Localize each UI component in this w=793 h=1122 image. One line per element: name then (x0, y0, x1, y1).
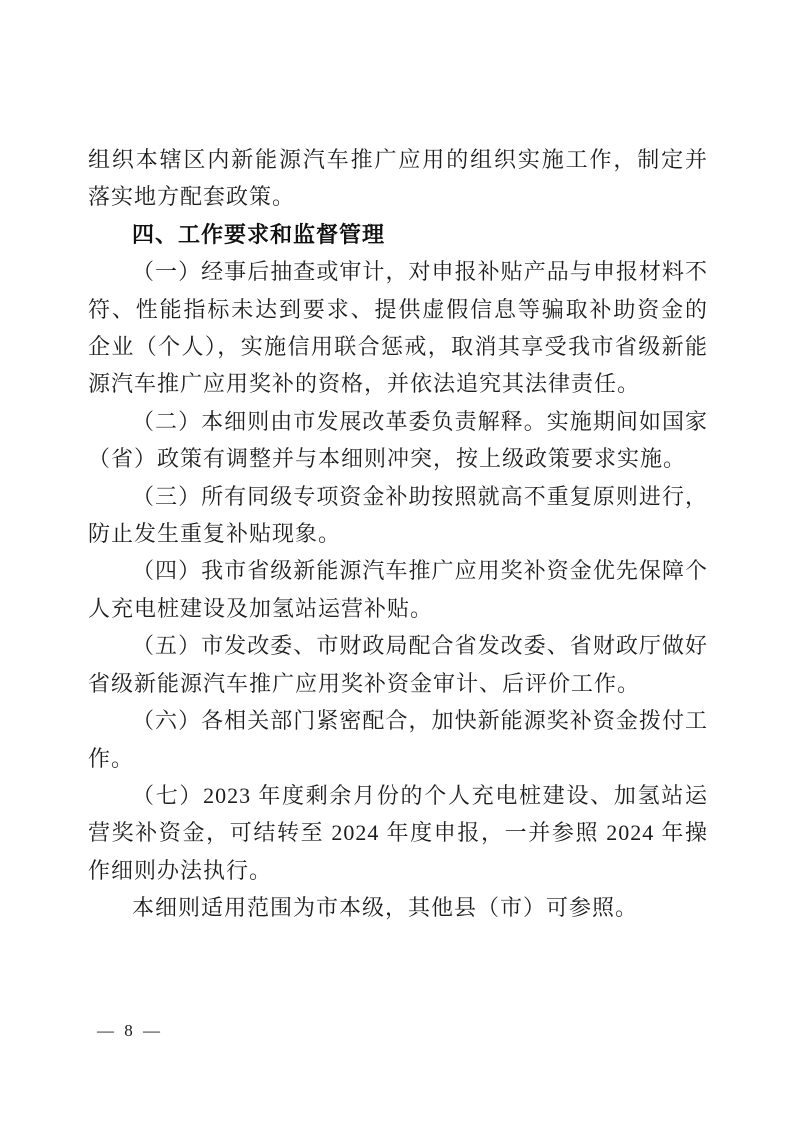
paragraph-item-3: （三）所有同级专项资金补助按照就高不重复原则进行，防止发生重复补贴现象。 (88, 483, 708, 547)
document-body (88, 141, 708, 927)
paragraph-item-2: （二）本细则由市发展改革委负责解释。实施期间如国家（省）政策有调整并与本细则冲突，按上级政策要求实施。 (88, 408, 708, 472)
paragraph-item-6: （六）各相关部门紧密配合，加快新能源奖补资金拨付工作。 (88, 708, 708, 771)
section-heading: 四、工作要求和监督管理 (132, 221, 386, 247)
page-footer (97, 1019, 163, 1043)
paragraph-continuation: 组织本辖区内新能源汽车推广应用的组织实施工作，制定并落实地方配套政策。 (88, 147, 708, 210)
paragraph-item-7: （七）2023 年度剩余月份的个人充电桩建设、加氢站运营奖补资金，可结转至 2024 年度申报，一并参照 2024 年操作细则办法执行。 (88, 782, 708, 883)
paragraph-closing: 本细则适用范围为市本级，其他县（市）可参照。 (132, 895, 639, 921)
paragraph-item-1: （一）经事后抽查或审计，对申报补贴产品与申报材料不符、性能指标未达到要求、提供虚假信息等骗取补助资金的企业（个人），实施信用联合惩戒，取消其享受我市省级新能源汽车推广应用奖补的资格，并依法追究其法律责任。 (88, 259, 708, 397)
paragraph-item-5: （五）市发改委、市财政局配合省发改委、省财政厅做好省级新能源汽车推广应用奖补资金审计、后评价工作。 (88, 633, 708, 696)
page-number: — 8 — (97, 1021, 163, 1040)
paragraph-item-4: （四）我市省级新能源汽车推广应用奖补资金优先保障个人充电桩建设及加氢站运营补贴。 (88, 558, 708, 621)
